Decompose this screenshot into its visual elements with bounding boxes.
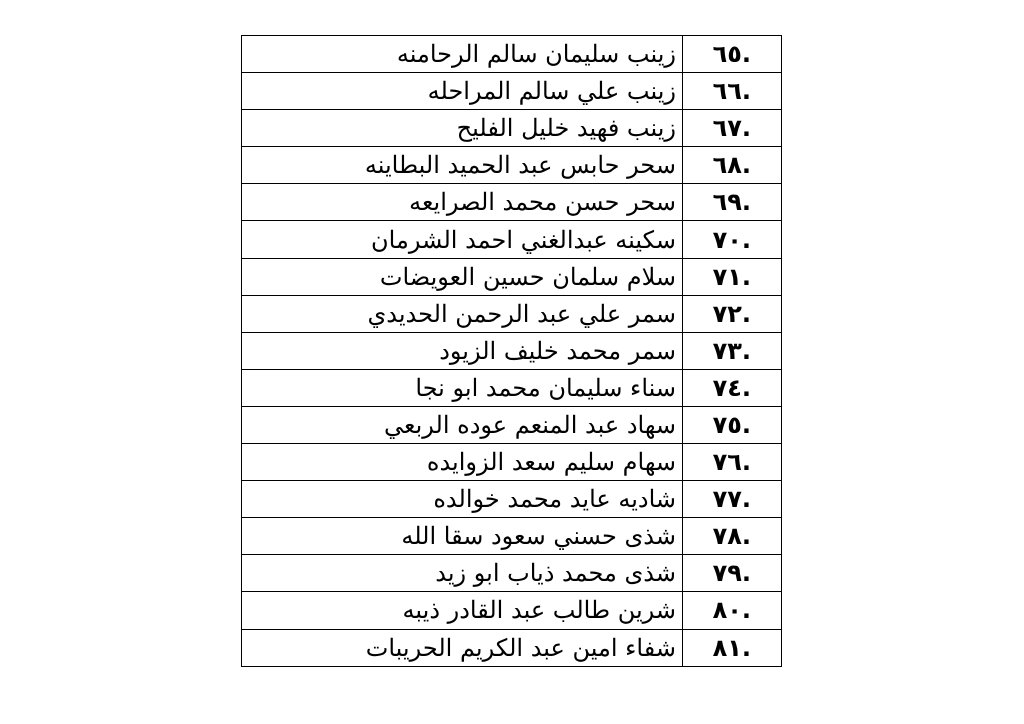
row-name: سكينه عبدالغني احمد الشرمان — [242, 221, 683, 258]
row-name: سحر حسن محمد الصرايعه — [242, 184, 683, 221]
row-name: سلام سلمان حسين العويضات — [242, 258, 683, 295]
table-row — [242, 36, 782, 73]
row-number: .٦٧ — [683, 110, 782, 147]
row-number: .٧٥ — [683, 406, 782, 443]
row-name: سهاد عبد المنعم عوده الربعي — [242, 406, 683, 443]
row-number: .٦٥ — [683, 36, 782, 73]
row-number: .٧٤ — [683, 369, 782, 406]
row-number: .٧٢ — [683, 295, 782, 332]
row-name: زينب سليمان سالم الرحامنه — [242, 36, 683, 73]
table-row — [242, 444, 782, 481]
table-row — [242, 481, 782, 518]
table-row — [242, 555, 782, 592]
row-name: زينب علي سالم المراحله — [242, 73, 683, 110]
table-row — [242, 295, 782, 332]
table-row — [242, 221, 782, 258]
row-name: شفاء امين عبد الكريم الحريبات — [242, 629, 683, 666]
table-row — [242, 518, 782, 555]
row-name: سمر علي عبد الرحمن الحديدي — [242, 295, 683, 332]
row-name: سحر حابس عبد الحميد البطاينه — [242, 147, 683, 184]
row-name: شذى محمد ذياب ابو زيد — [242, 555, 683, 592]
row-number: .٧٨ — [683, 518, 782, 555]
row-number: .٨١ — [683, 629, 782, 666]
row-name: شرين طالب عبد القادر ذيبه — [242, 592, 683, 629]
row-number: .٧٦ — [683, 444, 782, 481]
table-row — [242, 592, 782, 629]
row-number: .٦٨ — [683, 147, 782, 184]
table-row — [242, 332, 782, 369]
row-name: سهام سليم سعد الزوايده — [242, 444, 683, 481]
row-number: .٨٠ — [683, 592, 782, 629]
row-number: .٧٩ — [683, 555, 782, 592]
row-number: .٦٩ — [683, 184, 782, 221]
table-row — [242, 406, 782, 443]
row-number: .٧٧ — [683, 481, 782, 518]
row-number: .٧٠ — [683, 221, 782, 258]
row-name: زينب فهيد خليل الفليح — [242, 110, 683, 147]
table-row — [242, 629, 782, 666]
row-number: .٦٦ — [683, 73, 782, 110]
table-row — [242, 369, 782, 406]
row-number: .٧٣ — [683, 332, 782, 369]
names-table — [241, 35, 782, 667]
row-name: سناء سليمان محمد ابو نجا — [242, 369, 683, 406]
table-row — [242, 73, 782, 110]
table-row — [242, 258, 782, 295]
row-name: شاديه عايد محمد خوالده — [242, 481, 683, 518]
table-row — [242, 184, 782, 221]
row-number: .٧١ — [683, 258, 782, 295]
row-name: سمر محمد خليف الزيود — [242, 332, 683, 369]
table-row — [242, 147, 782, 184]
table-row — [242, 110, 782, 147]
row-name: شذى حسني سعود سقا الله — [242, 518, 683, 555]
